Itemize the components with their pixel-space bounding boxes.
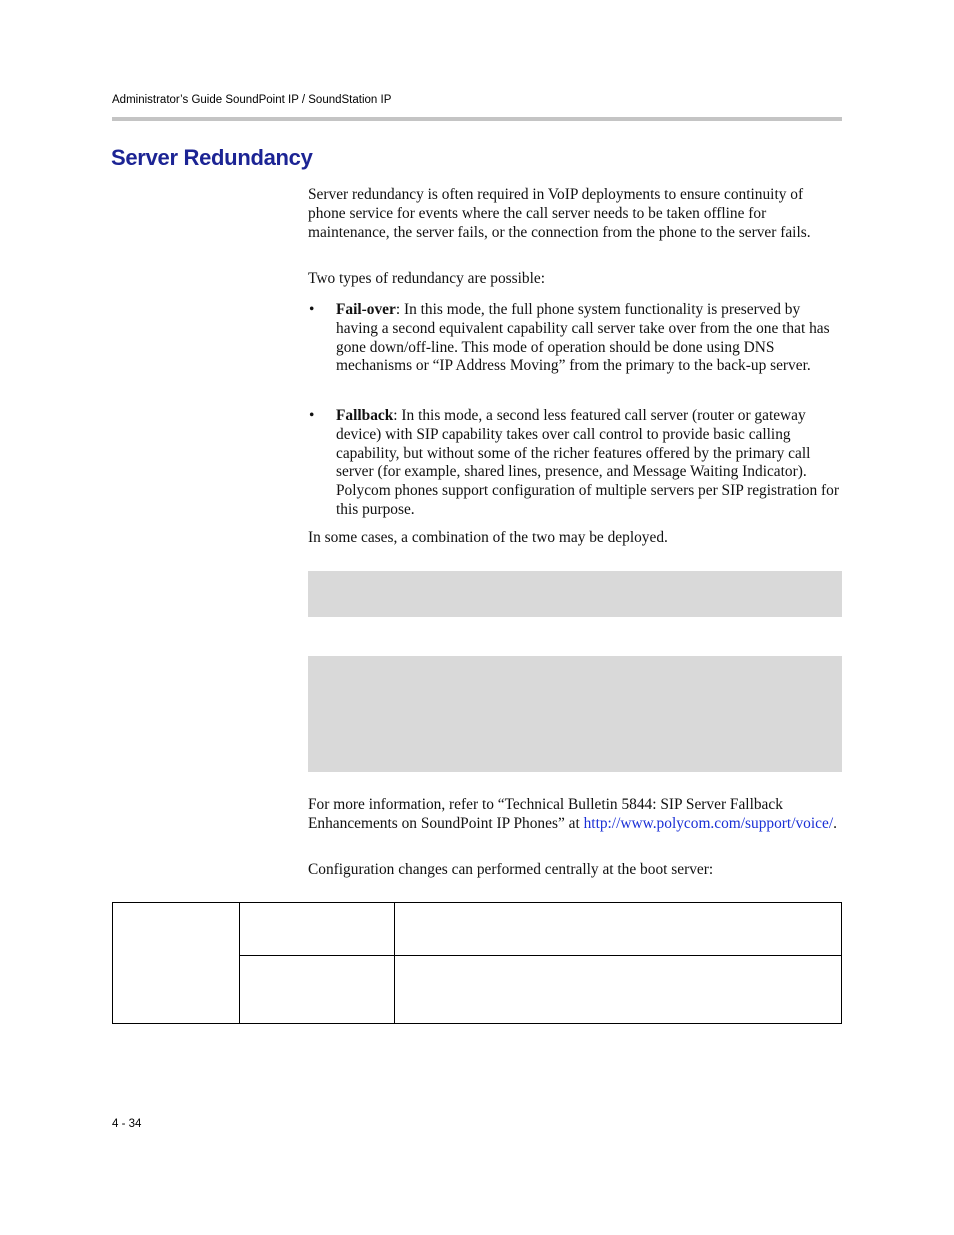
- term-failover: Fail-over: [336, 301, 396, 318]
- failover-description: : In this mode, the full phone system functionality is preserved by having a second equivalent capability call server take over from the one that has gone down/off-line. This mode of operation should be done using DNS mechanisms or “IP Address Moving” from the primary to the back-up server.: [336, 301, 830, 375]
- table-cell: [395, 956, 842, 1024]
- combination-paragraph: [308, 529, 842, 548]
- list-item-fallback: [308, 407, 842, 520]
- bullet-icon: •: [309, 407, 315, 424]
- header-divider: [112, 117, 842, 121]
- table-cell: [240, 903, 395, 956]
- fallback-description: : In this mode, a second less featured call server (router or gateway device) with SIP capability takes over call control to provide basic calling capability, but without some of the richer features offered by the primary call server (for example, shared lines, presence, and Message Waiting Indicator). Polycom phones support configuration of multiple servers per SIP registration for this purpose.: [336, 407, 839, 518]
- config-intro-paragraph: [308, 861, 842, 880]
- caution-box: [308, 656, 842, 772]
- note-box: [308, 571, 842, 617]
- bullet-icon: •: [309, 301, 315, 318]
- intro-text: Server redundancy is often required in VoIP deployments to ensure continuity of phone service for events where the call server needs to be taken offline for maintenance, the server fails, or the connection from the phone to the server fails.: [308, 186, 811, 241]
- configuration-table: [112, 902, 842, 1024]
- list-item-text: [336, 301, 842, 376]
- term-fallback: Fallback: [336, 407, 394, 424]
- config-intro-text: Configuration changes can performed centrally at the boot server:: [308, 861, 714, 878]
- combination-text: In some cases, a combination of the two may be deployed.: [308, 529, 668, 546]
- table-cell: [240, 956, 395, 1024]
- intro-paragraph: [308, 186, 842, 242]
- page-number: 4 - 34: [112, 1118, 142, 1130]
- table-cell: [395, 903, 842, 956]
- list-item-failover: [308, 301, 842, 376]
- types-intro-text: Two types of redundancy are possible:: [308, 270, 545, 287]
- polycom-support-link[interactable]: http://www.polycom.com/support/voice/: [583, 814, 834, 832]
- more-info-paragraph: [308, 796, 842, 834]
- table-row: [113, 903, 842, 956]
- types-intro-paragraph: [308, 270, 842, 289]
- running-header: Administrator’s Guide SoundPoint IP / SoundStation IP: [112, 94, 392, 106]
- more-info-text: For more information, refer to “Technical Bulletin 5844: SIP Server Fallback Enhancements on SoundPoint IP Phones” at: [308, 796, 783, 832]
- section-title: Server Redundancy: [111, 145, 313, 170]
- list-item-text: [336, 407, 842, 520]
- table-cell: [113, 903, 240, 1024]
- more-info-period: .: [833, 814, 837, 832]
